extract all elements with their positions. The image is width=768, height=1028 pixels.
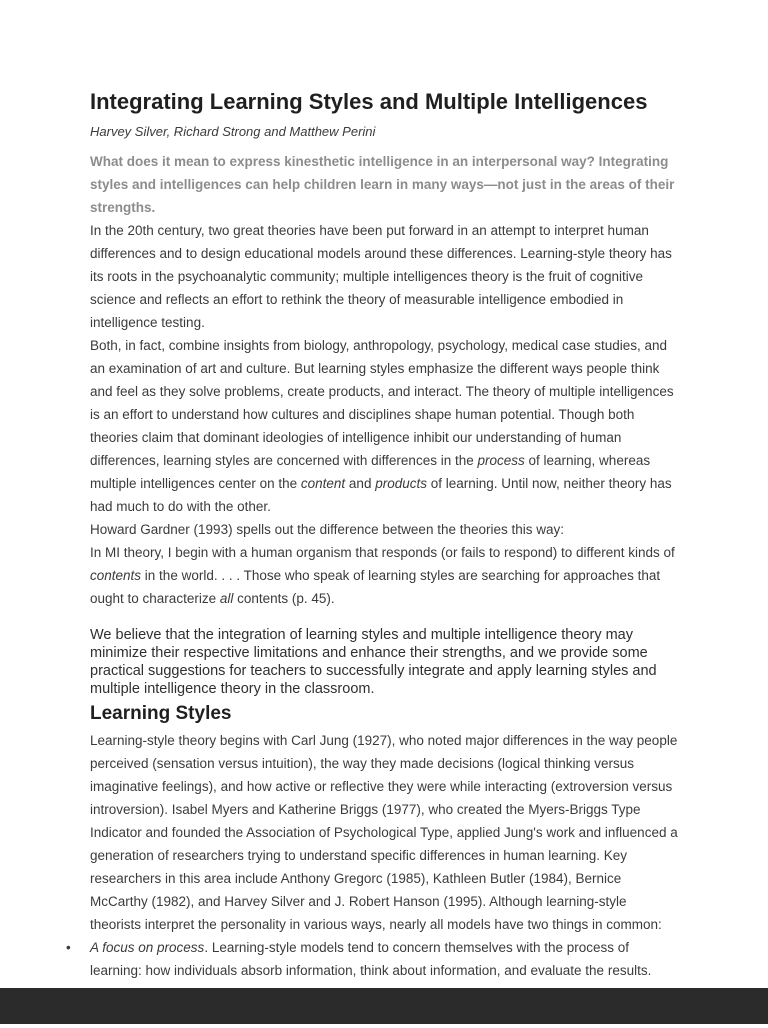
intro-paragraph-3: Howard Gardner (1993) spells out the difference between the theories this way:: [90, 522, 565, 537]
article-byline: Harvey Silver, Richard Strong and Matthew Perini: [90, 124, 376, 139]
bullet-icon: •: [66, 940, 71, 955]
article-lead: What does it mean to express kinesthetic intelligence in an interpersonal way? Integrating styles and intelligences can help children learn in many ways—not just in the areas of their strengths.: [90, 154, 675, 215]
intro-paragraph-2: Both, in fact, combine insights from biology, anthropology, psychology, medical case studies, and an examination of art and culture. But learning styles emphasize the different ways people think and feel as they solve problems, create products, and interact. The theory of multiple intelligences is an effort to understand how cultures and disciplines shape human potential. Though both theories claim that dominant ideologies of intelligence inhibit our understanding of human differences, learning styles are concerned with differences in the process of learning, whereas multiple intelligences center on the content and products of learning. Until now, neither theory has had much to do with the other.: [90, 338, 674, 514]
learning-styles-paragraph: Learning-style theory begins with Carl Jung (1927), who noted major differences in the way people perceived (sensation versus intuition), the way they made decisions (logical thinking versus imaginative feelings), and how active or reflective they were while interacting (extroversion versus introversion). Isabel Myers and Katherine Briggs (1977), who created the Myers-Briggs Type Indicator and founded the Association of Psychological Type, applied Jung's work and influenced a generation of researchers trying to understand specific differences in human learning. Key researchers in this area include Anthony Gregorc (1985), Kathleen Butler (1984), Bernice McCarthy (1982), and Harvey Silver and J. Robert Hanson (1995). Although learning-style theorists interpret the personality in various ways, nearly all models have two things in common:: [90, 733, 678, 932]
summary-callout: We believe that the integration of learning styles and multiple intelligence theory may minimize their respective limitations and enhance their strengths, and we provide some practical suggestions for teachers to successfully integrate and apply learning styles and multiple intelligence theory in the classroom.: [90, 627, 657, 697]
article-title: Integrating Learning Styles and Multiple Intelligences: [90, 89, 648, 114]
viewer-footer-bar: [0, 988, 768, 1024]
section-heading-learning-styles: Learning Styles: [90, 703, 232, 724]
gardner-quote: In MI theory, I begin with a human organism that responds (or fails to respond) to different kinds of contents in the world. . . . Those who speak of learning styles are searching for approaches that ought to characterize all contents (p. 45).: [90, 545, 675, 606]
list-item-text: A focus on process. Learning-style models tend to concern themselves with the process of learning: how individuals absorb information, think about information, and evaluate the results.: [90, 940, 652, 978]
list-item: [66, 936, 678, 982]
intro-paragraph-1: In the 20th century, two great theories have been put forward in an attempt to interpret human differences and to design educational models around these differences. Learning-style theory has its roots in the psychoanalytic community; multiple intelligences theory is the fruit of cognitive science and reflects an effort to rethink the theory of measurable intelligence embodied in intelligence testing.: [90, 223, 672, 330]
